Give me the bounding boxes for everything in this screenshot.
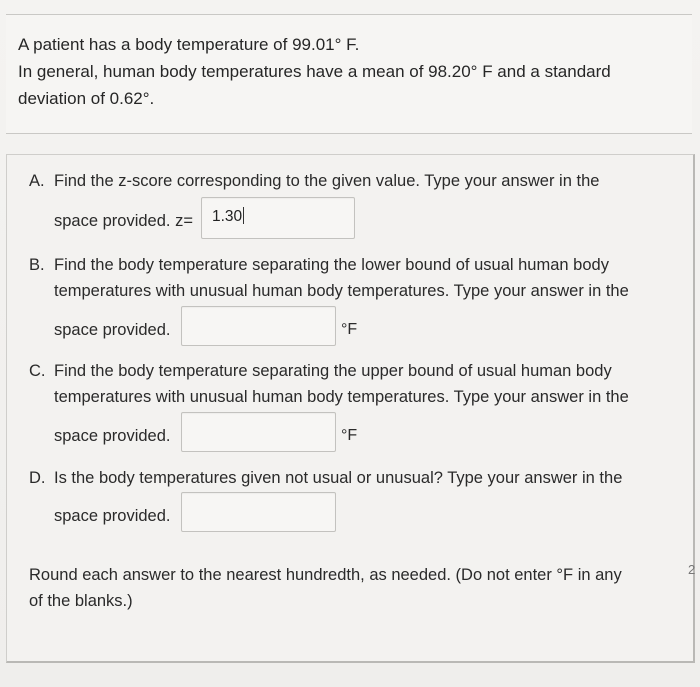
text-cursor — [243, 207, 244, 224]
footer-line-2: of the blanks.) — [29, 592, 133, 610]
rounding-instructions — [29, 562, 659, 614]
question-c-line-1: Find the body temperature separating the upper bound of usual human body — [54, 362, 612, 380]
z-score-value: 1.30 — [212, 208, 243, 225]
upper-bound-unit: °F — [341, 427, 358, 444]
question-a-letter: A. — [29, 172, 45, 190]
question-d-line-2: space provided. — [54, 507, 171, 525]
lower-bound-unit: °F — [341, 321, 358, 338]
question-b-line-2: temperatures with unusual human body temperatures. Type your answer in the — [54, 282, 629, 300]
question-b-line-3: space provided. — [54, 321, 171, 339]
problem-statement — [18, 31, 658, 112]
question-c-letter: C. — [29, 362, 46, 380]
upper-bound-input[interactable] — [181, 412, 336, 452]
question-a-line-1: Find the z-score corresponding to the given value. Type your answer in the — [54, 172, 600, 190]
question-c-line-2: temperatures with unusual human body temperatures. Type your answer in the — [54, 388, 629, 406]
intro-line-2: In general, human body temperatures have a mean of 98.20° F and a standard — [18, 62, 611, 81]
lower-bound-input[interactable] — [181, 306, 336, 346]
question-d-letter: D. — [29, 469, 46, 487]
usual-unusual-input[interactable] — [181, 492, 336, 532]
intro-line-1: A patient has a body temperature of 99.01° F. — [18, 35, 360, 54]
question-c-line-3: space provided. — [54, 427, 171, 445]
intro-line-3: deviation of 0.62°. — [18, 89, 155, 108]
edge-mark: 2 — [688, 562, 696, 577]
question-b-letter: B. — [29, 256, 45, 274]
footer-line-1: Round each answer to the nearest hundredth, as needed. (Do not enter °F in any — [29, 566, 622, 584]
question-d-line-1: Is the body temperatures given not usual or unusual? Type your answer in the — [54, 469, 623, 487]
question-a-line-2: space provided. z= — [54, 212, 193, 230]
z-score-input[interactable] — [201, 197, 355, 239]
question-b-line-1: Find the body temperature separating the lower bound of usual human body — [54, 256, 609, 274]
